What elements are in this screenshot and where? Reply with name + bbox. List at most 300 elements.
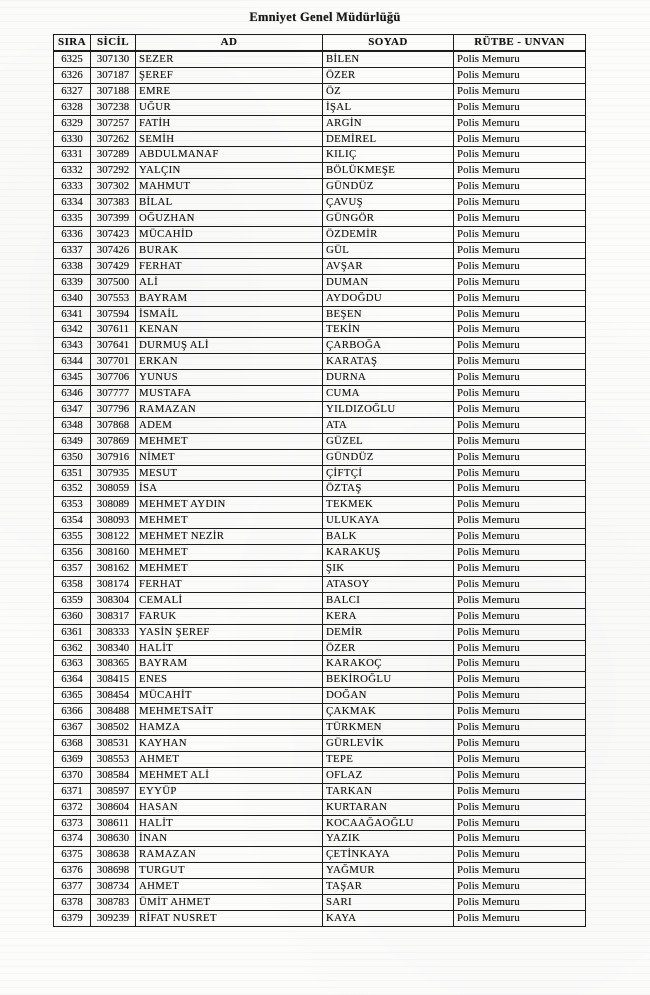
rutbe-cell: Polis Memuru [454,751,586,767]
rutbe-cell: Polis Memuru [454,131,586,147]
table-row [54,211,586,227]
table-row [54,147,586,163]
sira-cell: 6337 [54,242,91,258]
ad-cell: MEHMETSAİT [136,704,323,720]
soyad-cell: DOĞAN [323,688,454,704]
table-row [54,545,586,561]
table-row [54,688,586,704]
sicil-cell: 307935 [91,465,136,481]
ad-cell: ABDULMANAF [136,147,323,163]
table-row [54,386,586,402]
table-row [54,815,586,831]
soyad-cell: KARAKOÇ [323,656,454,672]
sira-cell: 6351 [54,465,91,481]
table-row [54,67,586,83]
sicil-cell: 308502 [91,720,136,736]
ad-cell: BİLAL [136,195,323,211]
table-row [54,115,586,131]
ad-cell: AHMET [136,751,323,767]
rutbe-cell: Polis Memuru [454,513,586,529]
sira-cell: 6378 [54,895,91,911]
ad-cell: MEHMET [136,513,323,529]
ad-cell: MUSTAFA [136,386,323,402]
ad-cell: ŞEREF [136,67,323,83]
sira-cell: 6356 [54,545,91,561]
sicil-cell: 308160 [91,545,136,561]
ad-cell: HASAN [136,799,323,815]
table-row [54,879,586,895]
rutbe-cell: Polis Memuru [454,51,586,67]
table-row [54,704,586,720]
table-row [54,401,586,417]
table-row [54,608,586,624]
header-sicil: SİCİL [91,35,136,52]
sira-cell: 6360 [54,608,91,624]
table-row [54,322,586,338]
sicil-cell: 308333 [91,624,136,640]
soyad-cell: TEKMEK [323,497,454,513]
sira-cell: 6365 [54,688,91,704]
header-rutbe-unvan: RÜTBE - UNVAN [454,35,586,52]
rutbe-cell: Polis Memuru [454,561,586,577]
table-row [54,672,586,688]
rutbe-cell: Polis Memuru [454,401,586,417]
sicil-cell: 307869 [91,433,136,449]
soyad-cell: YAĞMUR [323,863,454,879]
header-soyad: SOYAD [323,35,454,52]
sira-cell: 6373 [54,815,91,831]
ad-cell: RAMAZAN [136,847,323,863]
sicil-cell: 307187 [91,67,136,83]
rutbe-cell: Polis Memuru [454,831,586,847]
sira-cell: 6346 [54,386,91,402]
ad-cell: MEHMET [136,433,323,449]
sicil-cell: 307257 [91,115,136,131]
table-row [54,735,586,751]
table-row [54,465,586,481]
soyad-cell: TEPE [323,751,454,767]
rutbe-cell: Polis Memuru [454,370,586,386]
rutbe-cell: Polis Memuru [454,386,586,402]
table-row [54,131,586,147]
table-row [54,290,586,306]
sicil-cell: 307796 [91,401,136,417]
table-row [54,481,586,497]
soyad-cell: YAZIK [323,831,454,847]
rutbe-cell: Polis Memuru [454,624,586,640]
rutbe-cell: Polis Memuru [454,783,586,799]
ad-cell: CEMALİ [136,592,323,608]
sicil-cell: 308783 [91,895,136,911]
table-row [54,624,586,640]
soyad-cell: DUMAN [323,274,454,290]
sicil-cell: 308604 [91,799,136,815]
sira-cell: 6333 [54,179,91,195]
table-row [54,847,586,863]
ad-cell: FARUK [136,608,323,624]
soyad-cell: İŞAL [323,99,454,115]
soyad-cell: ÖZER [323,640,454,656]
ad-cell: EMRE [136,83,323,99]
sicil-cell: 308415 [91,672,136,688]
soyad-cell: AVŞAR [323,258,454,274]
sicil-cell: 308454 [91,688,136,704]
soyad-cell: GÜNDÜZ [323,179,454,195]
soyad-cell: DEMİR [323,624,454,640]
sira-cell: 6331 [54,147,91,163]
soyad-cell: BEŞEN [323,306,454,322]
soyad-cell: KERA [323,608,454,624]
rutbe-cell: Polis Memuru [454,290,586,306]
table-row [54,274,586,290]
soyad-cell: ÖZDEMİR [323,226,454,242]
rutbe-cell: Polis Memuru [454,879,586,895]
sicil-cell: 308340 [91,640,136,656]
ad-cell: HALİT [136,815,323,831]
ad-cell: MEHMET ALİ [136,767,323,783]
soyad-cell: KOCAAĞAOĞLU [323,815,454,831]
sira-cell: 6379 [54,910,91,926]
rutbe-cell: Polis Memuru [454,847,586,863]
sicil-cell: 307868 [91,417,136,433]
table-row [54,767,586,783]
sicil-cell: 309239 [91,910,136,926]
ad-cell: MEHMET NEZİR [136,529,323,545]
ad-cell: HAMZA [136,720,323,736]
rutbe-cell: Polis Memuru [454,338,586,354]
sicil-cell: 307262 [91,131,136,147]
rutbe-cell: Polis Memuru [454,67,586,83]
sira-cell: 6363 [54,656,91,672]
sira-cell: 6335 [54,211,91,227]
sicil-cell: 308365 [91,656,136,672]
sicil-cell: 307641 [91,338,136,354]
sicil-cell: 307289 [91,147,136,163]
ad-cell: ERKAN [136,354,323,370]
sira-cell: 6369 [54,751,91,767]
ad-cell: ALİ [136,274,323,290]
sira-cell: 6377 [54,879,91,895]
sira-cell: 6336 [54,226,91,242]
sira-cell: 6348 [54,417,91,433]
sira-cell: 6366 [54,704,91,720]
rutbe-cell: Polis Memuru [454,767,586,783]
sira-cell: 6375 [54,847,91,863]
ad-cell: OĞUZHAN [136,211,323,227]
sicil-cell: 308317 [91,608,136,624]
sira-cell: 6345 [54,370,91,386]
table-row [54,529,586,545]
table-row [54,576,586,592]
rutbe-cell: Polis Memuru [454,211,586,227]
rutbe-cell: Polis Memuru [454,640,586,656]
ad-cell: YASİN ŞEREF [136,624,323,640]
soyad-cell: KAYA [323,910,454,926]
table-row [54,163,586,179]
rutbe-cell: Polis Memuru [454,497,586,513]
rutbe-cell: Polis Memuru [454,608,586,624]
sira-cell: 6329 [54,115,91,131]
rutbe-cell: Polis Memuru [454,242,586,258]
ad-cell: HALİT [136,640,323,656]
ad-cell: RİFAT NUSRET [136,910,323,926]
rutbe-cell: Polis Memuru [454,704,586,720]
sicil-cell: 308488 [91,704,136,720]
sicil-cell: 308630 [91,831,136,847]
table-row [54,306,586,322]
rutbe-cell: Polis Memuru [454,322,586,338]
sicil-cell: 308734 [91,879,136,895]
table-row [54,242,586,258]
soyad-cell: DURNA [323,370,454,386]
sira-cell: 6330 [54,131,91,147]
rutbe-cell: Polis Memuru [454,179,586,195]
rutbe-cell: Polis Memuru [454,258,586,274]
sicil-cell: 307423 [91,226,136,242]
soyad-cell: ATA [323,417,454,433]
table-row [54,83,586,99]
sicil-cell: 307292 [91,163,136,179]
soyad-cell: AYDOĞDU [323,290,454,306]
soyad-cell: SARI [323,895,454,911]
sira-cell: 6368 [54,735,91,751]
rutbe-cell: Polis Memuru [454,799,586,815]
sicil-cell: 308304 [91,592,136,608]
table-row [54,513,586,529]
rutbe-cell: Polis Memuru [454,147,586,163]
rutbe-cell: Polis Memuru [454,688,586,704]
sira-cell: 6355 [54,529,91,545]
sicil-cell: 307611 [91,322,136,338]
soyad-cell: TAŞAR [323,879,454,895]
ad-cell: İNAN [136,831,323,847]
rutbe-cell: Polis Memuru [454,83,586,99]
soyad-cell: ÇETİNKAYA [323,847,454,863]
rutbe-cell: Polis Memuru [454,274,586,290]
personnel-table [53,34,586,927]
soyad-cell: GÜZEL [323,433,454,449]
sira-cell: 6371 [54,783,91,799]
sira-cell: 6342 [54,322,91,338]
table-row [54,831,586,847]
table-row [54,417,586,433]
rutbe-cell: Polis Memuru [454,163,586,179]
table-row [54,561,586,577]
soyad-cell: KARATAŞ [323,354,454,370]
sicil-cell: 307188 [91,83,136,99]
sira-cell: 6338 [54,258,91,274]
rutbe-cell: Polis Memuru [454,354,586,370]
soyad-cell: BİLEN [323,51,454,67]
ad-cell: FATİH [136,115,323,131]
rutbe-cell: Polis Memuru [454,417,586,433]
sicil-cell: 308553 [91,751,136,767]
sicil-cell: 307429 [91,258,136,274]
sicil-cell: 308174 [91,576,136,592]
soyad-cell: DEMİREL [323,131,454,147]
table-row [54,640,586,656]
ad-cell: YALÇIN [136,163,323,179]
sira-cell: 6350 [54,449,91,465]
soyad-cell: BALK [323,529,454,545]
sicil-cell: 307553 [91,290,136,306]
soyad-cell: KILIÇ [323,147,454,163]
sira-cell: 6361 [54,624,91,640]
table-row [54,51,586,67]
soyad-cell: ÇAVUŞ [323,195,454,211]
soyad-cell: BEKİROĞLU [323,672,454,688]
sira-cell: 6362 [54,640,91,656]
soyad-cell: TÜRKMEN [323,720,454,736]
table-row [54,592,586,608]
page-title: Emniyet Genel Müdürlüğü [249,10,401,24]
rutbe-cell: Polis Memuru [454,910,586,926]
ad-cell: KAYHAN [136,735,323,751]
table-row [54,370,586,386]
sicil-cell: 307238 [91,99,136,115]
sicil-cell: 307777 [91,386,136,402]
sira-cell: 6326 [54,67,91,83]
table-row [54,354,586,370]
rutbe-cell: Polis Memuru [454,592,586,608]
ad-cell: MESUT [136,465,323,481]
table-row [54,99,586,115]
soyad-cell: KURTARAN [323,799,454,815]
soyad-cell: GÜNGÖR [323,211,454,227]
table-row [54,783,586,799]
rutbe-cell: Polis Memuru [454,529,586,545]
ad-cell: MEHMET [136,561,323,577]
soyad-cell: GÜL [323,242,454,258]
table-row [54,338,586,354]
soyad-cell: GÜNDÜZ [323,449,454,465]
sira-cell: 6354 [54,513,91,529]
sira-cell: 6349 [54,433,91,449]
soyad-cell: TARKAN [323,783,454,799]
soyad-cell: ÖZTAŞ [323,481,454,497]
rutbe-cell: Polis Memuru [454,863,586,879]
sira-cell: 6367 [54,720,91,736]
ad-cell: SEZER [136,51,323,67]
soyad-cell: ARGİN [323,115,454,131]
rutbe-cell: Polis Memuru [454,195,586,211]
sicil-cell: 307706 [91,370,136,386]
rutbe-cell: Polis Memuru [454,306,586,322]
table-row [54,497,586,513]
sira-cell: 6374 [54,831,91,847]
sicil-cell: 308611 [91,815,136,831]
soyad-cell: ÇAKMAK [323,704,454,720]
sicil-cell: 308093 [91,513,136,529]
sira-cell: 6353 [54,497,91,513]
rutbe-cell: Polis Memuru [454,735,586,751]
sicil-cell: 308597 [91,783,136,799]
table-row [54,863,586,879]
ad-cell: BURAK [136,242,323,258]
sira-cell: 6376 [54,863,91,879]
sicil-cell: 307701 [91,354,136,370]
ad-cell: MEHMET AYDIN [136,497,323,513]
sira-cell: 6339 [54,274,91,290]
soyad-cell: KARAKUŞ [323,545,454,561]
sira-cell: 6364 [54,672,91,688]
ad-cell: ADEM [136,417,323,433]
sicil-cell: 308122 [91,529,136,545]
table-row [54,449,586,465]
ad-cell: FERHAT [136,258,323,274]
sicil-cell: 308059 [91,481,136,497]
rutbe-cell: Polis Memuru [454,449,586,465]
sicil-cell: 307383 [91,195,136,211]
rutbe-cell: Polis Memuru [454,433,586,449]
rutbe-cell: Polis Memuru [454,481,586,497]
ad-cell: ÜMİT AHMET [136,895,323,911]
soyad-cell: OFLAZ [323,767,454,783]
sira-cell: 6334 [54,195,91,211]
ad-cell: SEMİH [136,131,323,147]
ad-cell: İSA [136,481,323,497]
rutbe-cell: Polis Memuru [454,99,586,115]
ad-cell: TURGUT [136,863,323,879]
header-ad: AD [136,35,323,52]
soyad-cell: ATASOY [323,576,454,592]
rutbe-cell: Polis Memuru [454,672,586,688]
header-sira: SIRA [54,35,91,52]
soyad-cell: GÜRLEVİK [323,735,454,751]
soyad-cell: ŞIK [323,561,454,577]
rutbe-cell: Polis Memuru [454,545,586,561]
rutbe-cell: Polis Memuru [454,720,586,736]
table-row [54,179,586,195]
sicil-cell: 307426 [91,242,136,258]
sicil-cell: 308584 [91,767,136,783]
ad-cell: NİMET [136,449,323,465]
soyad-cell: TEKİN [323,322,454,338]
soyad-cell: ULUKAYA [323,513,454,529]
table-row [54,195,586,211]
rutbe-cell: Polis Memuru [454,656,586,672]
sicil-cell: 307302 [91,179,136,195]
table-header-row [54,35,586,52]
table-row [54,226,586,242]
sicil-cell: 307399 [91,211,136,227]
sira-cell: 6370 [54,767,91,783]
sicil-cell: 308162 [91,561,136,577]
soyad-cell: ÖZER [323,67,454,83]
table-row [54,799,586,815]
ad-cell: AHMET [136,879,323,895]
sicil-cell: 308638 [91,847,136,863]
sicil-cell: 307916 [91,449,136,465]
soyad-cell: CUMA [323,386,454,402]
table-row [54,433,586,449]
sira-cell: 6359 [54,592,91,608]
sira-cell: 6357 [54,561,91,577]
table-row [54,895,586,911]
ad-cell: MEHMET [136,545,323,561]
sira-cell: 6341 [54,306,91,322]
ad-cell: KENAN [136,322,323,338]
ad-cell: BAYRAM [136,656,323,672]
soyad-cell: ÇİFTÇİ [323,465,454,481]
rutbe-cell: Polis Memuru [454,465,586,481]
sicil-cell: 307500 [91,274,136,290]
soyad-cell: YILDIZOĞLU [323,401,454,417]
soyad-cell: ÇARBOĞA [323,338,454,354]
rutbe-cell: Polis Memuru [454,115,586,131]
table-row [54,751,586,767]
ad-cell: ENES [136,672,323,688]
